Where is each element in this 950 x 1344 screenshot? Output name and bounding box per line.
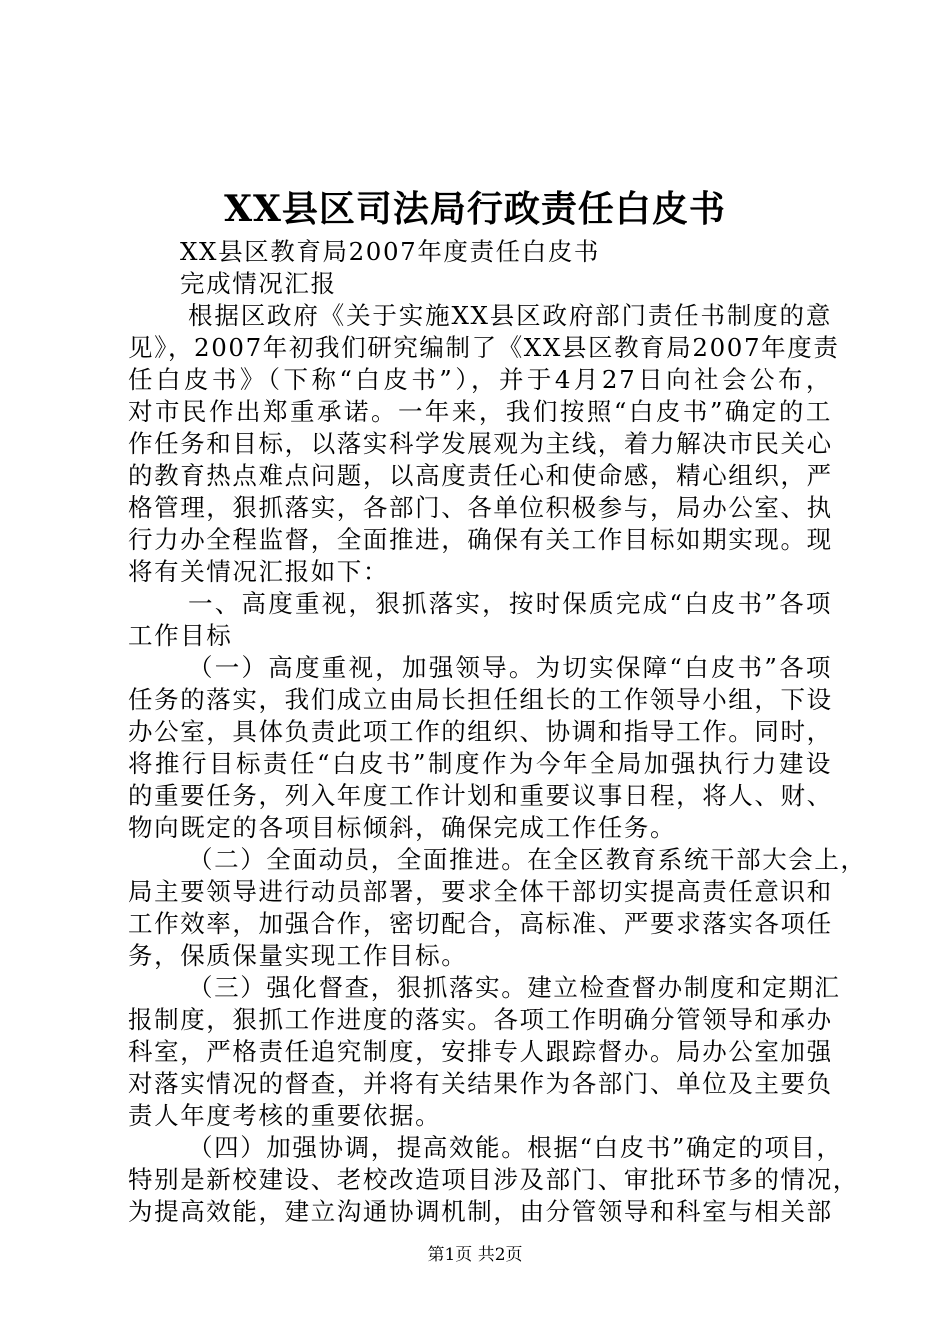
paragraph-line: 对市民作出郑重承诺。一年来，我们按照“白皮书”确定的工 — [128, 397, 832, 426]
paragraph-line: （二）全面动员，全面推进。在全区教育系统干部大会上， — [188, 845, 867, 874]
document-body — [128, 236, 867, 1228]
paragraph-line: 务，保质保量实现工作目标。 — [128, 941, 468, 970]
section-heading-line: 工作目标 — [128, 621, 233, 650]
paragraph-line: 任务的落实，我们成立由局长担任组长的工作领导小组，下设 — [128, 685, 833, 714]
paragraph-line: （四）加强协调，提高效能。根据“白皮书”确定的项目， — [188, 1133, 843, 1162]
paragraph-line: （一）高度重视，加强领导。为切实保障“白皮书”各项 — [188, 653, 832, 682]
paragraph-line: 格管理，狠抓落实，各部门、各单位积极参与，局办公室、执 — [128, 493, 833, 522]
document-title: XX县区司法局行政责任白皮书 — [224, 188, 726, 230]
paragraph-line: 工作效率，加强合作，密切配合，高标准、严要求落实各项任 — [128, 909, 833, 938]
paragraph-line: 为提高效能，建立沟通协调机制，由分管领导和科室与相关部 — [128, 1197, 833, 1226]
paragraph-line: 根据区政府《关于实施XX县区政府部门责任书制度的意 — [188, 301, 832, 330]
paragraph-line: 办公室，具体负责此项工作的组织、协调和指导工作。同时， — [128, 717, 833, 746]
paragraph-line: 的重要任务，列入年度工作计划和重要议事日程，将人、财、 — [128, 781, 833, 810]
paragraph-line: 作任务和目标，以落实科学发展观为主线，着力解决市民关心 — [128, 429, 833, 458]
paragraph-line: 物向既定的各项目标倾斜，确保完成工作任务。 — [128, 813, 677, 842]
paragraph-line: 局主要领导进行动员部署，要求全体干部切实提高责任意识和 — [128, 877, 833, 906]
paragraph-line: 任白皮书》（下称“白皮书”），并于4月27日向社会公布， — [128, 365, 832, 394]
subtitle-line: XX县区教育局2007年度责任白皮书 — [180, 237, 601, 266]
paragraph-line: 特别是新校建设、老校改造项目涉及部门、审批环节多的情况， — [128, 1165, 859, 1194]
subtitle-line: 完成情况汇报 — [180, 269, 337, 298]
paragraph-line: 将推行目标责任“白皮书”制度作为今年全局加强执行力建设 — [128, 749, 832, 778]
paragraph-line: （三）强化督查，狠抓落实。建立检查督办制度和定期汇 — [188, 973, 841, 1002]
paragraph-line: 的教育热点难点问题，以高度责任心和使命感，精心组织，严 — [128, 461, 833, 490]
section-heading-line: 一、高度重视，狠抓落实，按时保质完成“白皮书”各项 — [188, 589, 832, 618]
page-footer: 第1页 共2页 — [427, 1245, 523, 1265]
paragraph-line: 对落实情况的督查，并将有关结果作为各部门、单位及主要负 — [128, 1069, 833, 1098]
paragraph-line: 报制度，狠抓工作进度的落实。各项工作明确分管领导和承办 — [128, 1005, 833, 1034]
paragraph-line: 见》，2007年初我们研究编制了《XX县区教育局2007年度责 — [128, 333, 840, 362]
paragraph-line: 责人年度考核的重要依据。 — [128, 1101, 442, 1130]
paragraph-line: 行力办全程监督，全面推进，确保有关工作目标如期实现。现 — [128, 525, 833, 554]
paragraph-line: 科室，严格责任追究制度，安排专人跟踪督办。局办公室加强 — [128, 1037, 833, 1066]
paragraph-line: 将有关情况汇报如下： — [128, 557, 389, 586]
